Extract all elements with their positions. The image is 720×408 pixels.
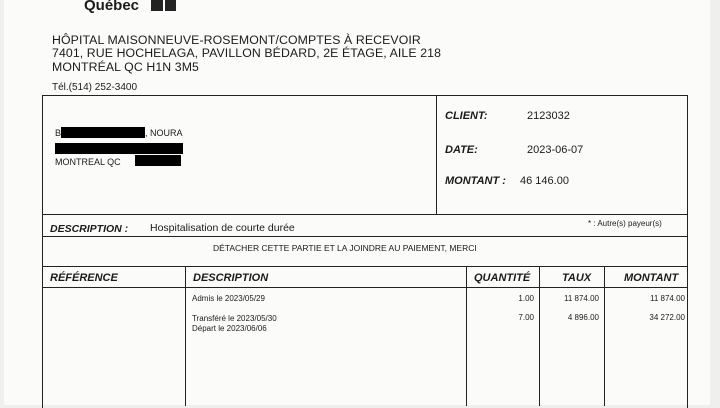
montant-label: MONTANT : xyxy=(445,175,506,187)
redaction-bar xyxy=(61,127,145,138)
col-header-montant: MONTANT xyxy=(624,272,679,284)
divider-vertical xyxy=(436,95,437,214)
table-row-1-qty: 1.00 xyxy=(518,294,534,303)
table-row-2-rate: 4 896.00 xyxy=(567,313,599,322)
table-row-2-desc-1: Transféré le 2023/05/30 xyxy=(192,314,277,323)
description-value: Hospitalisation de courte durée xyxy=(150,222,295,234)
table-col-line-4 xyxy=(604,266,605,406)
divider-description xyxy=(42,236,687,237)
redaction-bar xyxy=(55,143,183,154)
recipient-city: MONTREAL QC xyxy=(55,157,121,167)
table-row-1-desc: Admis le 2023/05/29 xyxy=(192,294,265,303)
recipient-name-prefix: B xyxy=(55,128,62,138)
org-address-line2: MONTRÉAL QC H1N 3M5 xyxy=(52,60,199,74)
table-row-1-amount: 11 874.00 xyxy=(650,294,685,303)
invoice-page xyxy=(4,0,710,405)
date-label: DATE: xyxy=(445,144,478,156)
date-value: 2023-06-07 xyxy=(527,144,584,156)
table-col-line-1 xyxy=(185,266,186,406)
col-header-taux: TAUX xyxy=(562,272,592,284)
table-row-2-qty: 7.00 xyxy=(518,313,534,322)
quebec-flag-icon xyxy=(151,0,176,11)
client-label: CLIENT: xyxy=(445,110,488,122)
table-row-2-amount: 34 272.00 xyxy=(649,313,685,322)
org-address-line1: 7401, RUE HOCHELAGA, PAVILLON BÉDARD, 2E ÉTAGE, AILE 218 xyxy=(52,46,442,60)
col-header-reference: RÉFÉRENCE xyxy=(50,272,118,284)
montant-value: 46 146.00 xyxy=(520,175,569,187)
detach-note: DÉTACHER CETTE PARTIE ET LA JOINDRE AU PAIEMENT, MERCI xyxy=(213,243,477,253)
col-header-description: DESCRIPTION xyxy=(193,272,269,284)
payer-note: * : Autre(s) payeur(s) xyxy=(588,219,662,228)
redaction-bar xyxy=(135,155,181,166)
description-label: DESCRIPTION : xyxy=(50,223,129,235)
client-value: 2123032 xyxy=(527,110,570,122)
table-header-border xyxy=(42,287,687,288)
recipient-name-suffix: , NOURA xyxy=(145,128,183,138)
table-col-line-2 xyxy=(466,266,467,406)
table-row-1-rate: 11 874.00 xyxy=(564,294,599,303)
table-col-line-3 xyxy=(539,266,540,406)
divider-top xyxy=(42,214,687,215)
table-row-2-desc-2: Départ le 2023/06/06 xyxy=(192,324,267,333)
col-header-quantite: QUANTITÉ xyxy=(474,272,531,284)
org-name: HÔPITAL MAISONNEUVE-ROSEMONT/COMPTES À RECEVOIR xyxy=(52,33,421,47)
table-top-border xyxy=(42,266,687,267)
org-phone: Tél.(514) 252-3400 xyxy=(52,82,138,93)
quebec-logo-text: Québec xyxy=(84,0,140,14)
